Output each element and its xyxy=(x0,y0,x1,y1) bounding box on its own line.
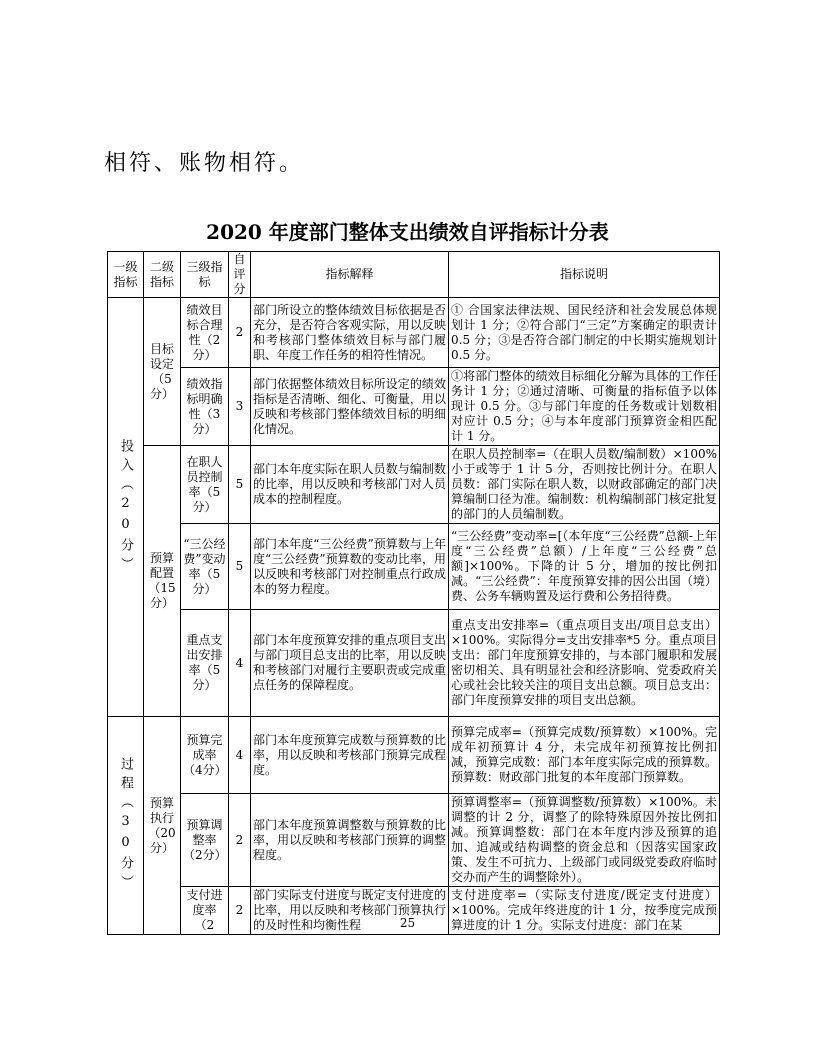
page-number: 25 xyxy=(399,916,416,930)
header-explain: 指标解释 xyxy=(251,252,449,298)
indicator-score: 2 xyxy=(229,887,251,935)
table-title: 2020 年度部门整体支出绩效自评指标计分表 xyxy=(206,220,609,244)
group-process-cell xyxy=(108,717,144,935)
indicator-name: 重点支出安排率（5分） xyxy=(181,610,229,717)
indicator-name: “三公经费”变动率（5分） xyxy=(181,524,229,610)
header-level3: 三级指标 xyxy=(181,252,229,298)
indicator-score: 4 xyxy=(229,717,251,794)
indicator-note: ①将部门整体的绩效目标细化分解为具体的工作任务计 1 分；②通过清晰、可衡量的指标值予以体现计 0.5 分。③与部门年度的任务数或计划数相对应计 0.5 分；④与本年度部门预算资金相匹配计 1 分。 xyxy=(449,368,720,446)
header-level1: 一级指标 xyxy=(108,252,144,298)
indicator-explain: 部门依据整体绩效目标所设定的绩效指标是否清晰、细化、可衡量，用以反映和考核部门整体绩效目标的明细化情况。 xyxy=(251,368,449,446)
indicator-name: 预算调整率（2分） xyxy=(181,794,229,887)
indicator-explain: 部门所设立的整体绩效目标依据是否充分，是否符合客观实际，用以反映和考核部门整体绩效目标与部门履职、年度工作任务的相符性情况。 xyxy=(251,298,449,368)
indicator-score: 5 xyxy=(229,446,251,524)
table-row xyxy=(108,717,720,794)
indicator-note: 预算调整率=（预算调整数/预算数）×100%。未调整的计 2 分，调整了的除特殊原因外按比例扣减。预算调整数：部门在本年度内涉及预算的追加、追减或结构调整的资金总和（因落实国家政策、发生不可抗力、上级部门或同级党委政府临时交办而产生的调整除外）。 xyxy=(449,794,720,887)
indicator-explain: 部门本年度预算调整数与预算数的比率，用以反映和考核部门预算的调整程度。 xyxy=(251,794,449,887)
indicator-score: 3 xyxy=(229,368,251,446)
indicator-score: 2 xyxy=(229,794,251,887)
table-row xyxy=(108,794,720,887)
indicator-note: 在职人员控制率=（在职人员数/编制数）×100%小于或等于 1 计 5 分，否则按比例计分。在职人员数：部门实际在职人数，以财政部确定的部门决算编制口径为准。编制数：机构编制部门核定批复的部门的人员编制数。 xyxy=(449,446,720,524)
indicator-note: ① 合国家法律法规、国民经济和社会发展总体规划计 1 分；②符合部门“三定”方案确定的职责计 0.5 分；③是否符合部门制定的中长期实施规划计 0.5 分。 xyxy=(449,298,720,368)
subgroup-target: 目标设定（5分） xyxy=(144,298,181,446)
indicator-note: “三公经费”变动率=[（本年度“三公经费”总额-上年度“三公经费”总额）/上年度“三公经费”总额]×100%。下降的计 5 分，增加的按比例扣减。“三公经费”：年度预算安排的因公出国（境）费、公务车辆购置及运行费和公务招待费。 xyxy=(449,524,720,610)
indicator-note: 重点支出安排率=（重点项目支出/项目总支出）×100%。实际得分=支出安排率*5 分。重点项目支出：部门年度预算安排的，与本部门履职和发展密切相关、具有明显社会和经济影响、党委政府关心或社会比较关注的项目支出总额。项目总支出：部门年度预算安排的项目支出总额。 xyxy=(449,610,720,717)
group-input-label: 投入（20分） xyxy=(118,438,133,576)
indicator-score: 4 xyxy=(229,610,251,717)
indicator-name: 支付进度率（2 xyxy=(181,887,229,935)
header-score: 自评分 xyxy=(229,252,251,298)
table-row xyxy=(108,524,720,610)
header-level2: 二级指标 xyxy=(144,252,181,298)
indicator-explain: 部门本年度预算完成数与预算数的比率，用以反映和考核部门预算完成程度。 xyxy=(251,717,449,794)
table-row xyxy=(108,368,720,446)
header-row xyxy=(108,252,720,298)
indicator-explain: 部门本年度预算安排的重点项目支出与部门项目总支出的比率，用以反映和考核部门对履行主要职责或完成重点任务的保障程度。 xyxy=(251,610,449,717)
table-row xyxy=(108,610,720,717)
indicator-score: 5 xyxy=(229,524,251,610)
indicator-name: 在职人员控制率（5分） xyxy=(181,446,229,524)
indicator-name: 预算完成率（4分） xyxy=(181,717,229,794)
indicator-name: 绩效目标合理性（2分） xyxy=(181,298,229,368)
lead-text: 相符、账物相符。 xyxy=(104,151,305,176)
subgroup-budget-config: 预算配置（15分） xyxy=(144,446,181,717)
score-table xyxy=(107,251,720,935)
indicator-explain: 部门本年度“三公经费”预算数与上年度“三公经费”预算数的变动比率，用以反映和考核部门对控制重点行政成本的努力程度。 xyxy=(251,524,449,610)
indicator-name: 绩效指标明确性（3分） xyxy=(181,368,229,446)
indicator-explain: 部门实际支付进度与既定支付进度的比率，用以反映和考核部门预算执行的及时性和均衡性程 xyxy=(251,887,449,935)
table-row xyxy=(108,446,720,524)
table-row xyxy=(108,298,720,368)
group-input-cell xyxy=(108,298,144,717)
group-process-label: 过程（30分） xyxy=(118,757,133,894)
header-note: 指标说明 xyxy=(449,252,720,298)
subgroup-budget-exec: 预算执行（20分） xyxy=(144,717,181,935)
indicator-note: 支付进度率=（实际支付进度/既定支付进度）×100%。完成年终进度的计 1 分，按季度完成预算进度的计 1 分。实际支付进度：部门在某 xyxy=(449,887,720,935)
indicator-score: 2 xyxy=(229,298,251,368)
indicator-note: 预算完成率=（预算完成数/预算数）×100%。完成年初预算计 4 分，未完成年初预算按比例扣减，预算完成数：部门本年度实际完成的预算数。预算数：财政部门批复的本年度部门预算数。 xyxy=(449,717,720,794)
indicator-explain: 部门本年度实际在职人员数与编制数的比率，用以反映和考核部门对人员成本的控制程度。 xyxy=(251,446,449,524)
